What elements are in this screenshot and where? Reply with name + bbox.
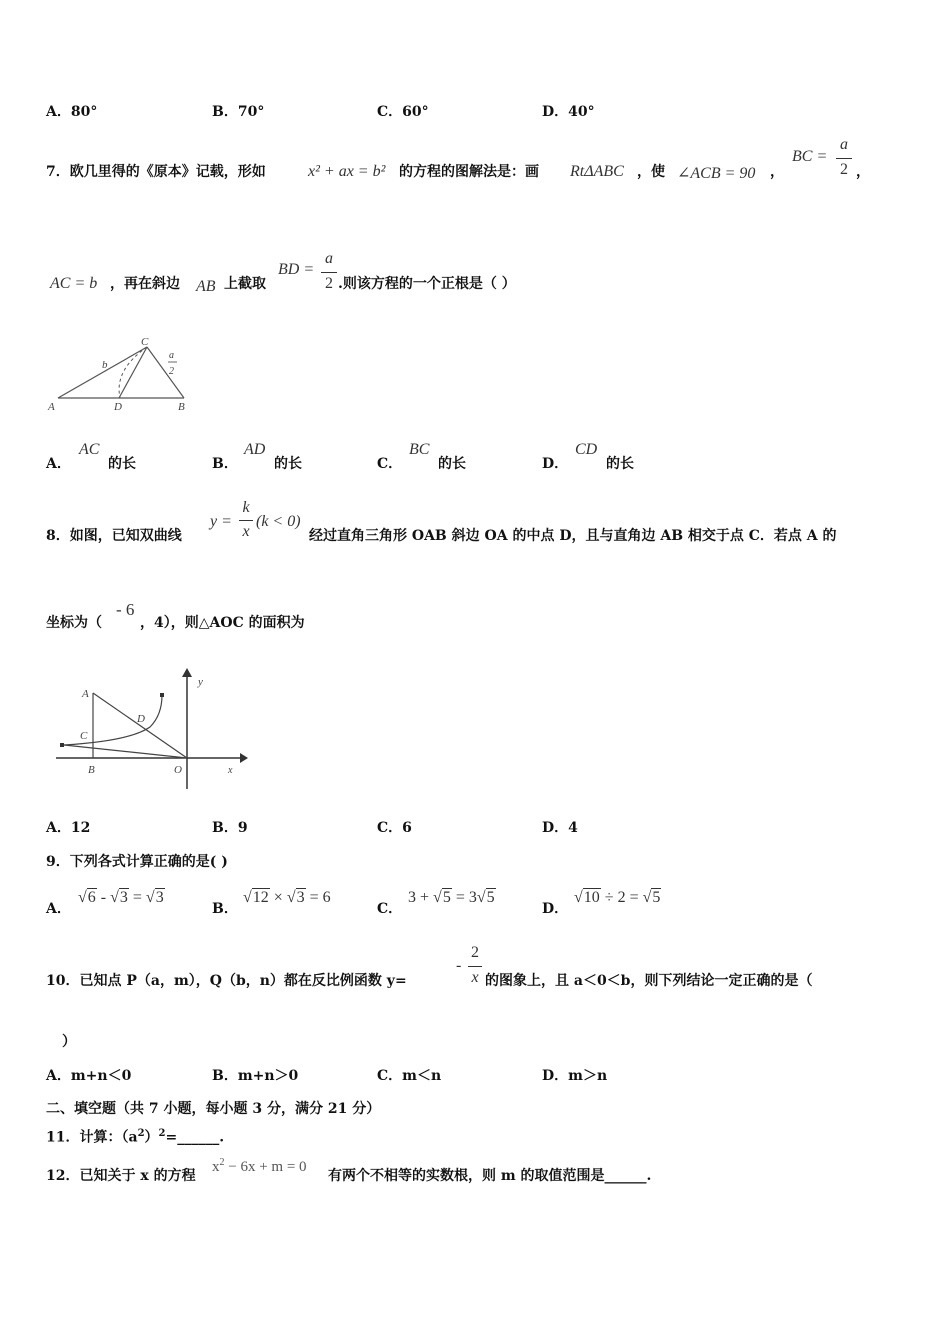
q7-option-d: D． — [542, 456, 569, 472]
q7-line2c: .则该方程的一个正根是（ ） — [338, 276, 516, 292]
q12-equation: $x^2 - 6x + m = 0$ — [212, 1157, 307, 1175]
q8-rest: 经过直角三角形 OAB 斜边 OA 的中点 D，且与直角边 AB 相交于点 C．若点 A 的 — [309, 528, 837, 544]
q6-option-c: C．60° — [377, 104, 429, 120]
q7-option-b-math: AD — [244, 441, 266, 458]
q10-close: ） — [62, 1034, 76, 1050]
q7-fig-label-c: C — [141, 336, 149, 348]
q12-lead: 12．已知关于 x 的方程 — [46, 1168, 196, 1184]
q7-option-a: A． — [46, 456, 71, 472]
q8-fig-label-b: B — [88, 764, 95, 776]
q7-option-a-tail: 的长 — [108, 456, 136, 472]
q7-fig-label-b: B — [178, 401, 185, 413]
q7-fig-label-b-side: b — [102, 359, 108, 371]
q10-lead: 10．已知点 P（a，m），Q（b，n）都在反比例函数 y= — [46, 973, 407, 989]
q8-hyperbola-figure — [50, 665, 250, 795]
q8-y: y = — [210, 513, 232, 530]
q8-fracbar — [239, 520, 253, 521]
q7-bd-num: a — [325, 250, 333, 267]
q7-option-a-math: AC — [79, 441, 100, 458]
q7-bc-num: a — [840, 136, 848, 153]
q7-option-c-tail: 的长 — [438, 456, 466, 472]
q10-fracbar — [468, 966, 482, 967]
q7-fig-label-two: 2 — [169, 366, 174, 377]
q9-option-d: D． — [542, 901, 569, 917]
q6-option-a: A．80° — [46, 104, 98, 120]
q8-option-d: D．4 — [542, 820, 578, 836]
q7-option-d-math: CD — [575, 441, 598, 458]
q9-title: 9．下列各式计算正确的是( ) — [46, 854, 228, 870]
q8-fig-label-d: D — [137, 713, 145, 725]
q7-bd-fracbar — [321, 272, 337, 273]
q10-tail: 的图象上，且 a＜0＜b，则下列结论一定正确的是（ — [485, 973, 813, 989]
q10-option-c: C．m＜n — [377, 1068, 442, 1084]
q8-fig-label-x: x — [228, 765, 233, 776]
q7-triangle-figure — [44, 330, 194, 420]
q7-fig-label-a: A — [48, 401, 55, 413]
q9-option-a-math: √6 - √3 = √3 — [78, 889, 164, 906]
q10-num: 2 — [471, 944, 479, 961]
q8-x: x — [242, 523, 250, 540]
q7-option-c-math: BC — [409, 441, 430, 458]
section-heading: 二、填空题（共 7 小题，每小题 3 分，满分 21 分） — [46, 1101, 381, 1117]
q10-minus: - — [456, 957, 462, 974]
q9-option-c: C． — [377, 901, 403, 917]
q9-option-d-math: √10 ÷ 2 = √5 — [574, 889, 661, 906]
q7-angle: ∠ACB = 90 — [677, 165, 756, 182]
q7-line2b: 上截取 — [224, 276, 266, 292]
q7-comma: ， — [770, 164, 784, 180]
q12-tail: 有两个不相等的实数根，则 m 的取值范围是______. — [328, 1168, 652, 1184]
q7-ac: AC = b — [50, 275, 98, 292]
q8-lead: 8．如图，已知双曲线 — [46, 528, 182, 544]
q7-tail-comma: ， — [856, 164, 870, 180]
q7-option-d-tail: 的长 — [606, 456, 634, 472]
q7-lead: 7．欧几里得的《原本》记载，形如 — [46, 164, 266, 180]
q7-bd-den: 2 — [325, 275, 333, 292]
q10-den: x — [471, 969, 479, 986]
q8-coord-tail: ，4），则△AOC 的面积为 — [140, 615, 305, 631]
q9-option-b-math: √12 × √3 = 6 — [243, 889, 331, 906]
q8-coord-val: - 6 — [116, 600, 135, 619]
q6-option-b: B．70° — [212, 104, 265, 120]
q8-option-a: A．12 — [46, 820, 91, 836]
q7-ab: AB — [196, 278, 216, 295]
q7-bc-fracbar — [836, 158, 852, 159]
q8-option-c: C．6 — [377, 820, 412, 836]
q8-fig-label-o: O — [174, 764, 182, 776]
q7-option-c: C． — [377, 456, 403, 472]
q8-option-b: B．9 — [212, 820, 248, 836]
q8-fig-label-c: C — [80, 730, 88, 742]
q7-shi: ，使 — [637, 164, 665, 180]
q9-option-a: A． — [46, 901, 71, 917]
q9-option-c-math: 3 + √5 = 3√5 — [408, 889, 495, 906]
q8-cond: (k < 0) — [256, 513, 301, 530]
q8-k: k — [242, 499, 250, 516]
q7-fig-label-a-side: a — [169, 350, 174, 361]
q7-option-b-tail: 的长 — [274, 456, 302, 472]
q11: 11．计算：$(a^2)^2=\_\_\_\_\_\_$. — [46, 1128, 225, 1146]
q8-coord-lead: 坐标为（ — [46, 615, 102, 631]
q7-equation: x² + ax = b² — [308, 163, 386, 180]
q9-option-b: B． — [212, 901, 238, 917]
q10-option-d: D．m＞n — [542, 1068, 608, 1084]
q7-mid: 的方程的图解法是：画 — [399, 164, 539, 180]
q7-fig-label-d: D — [114, 401, 122, 413]
q7-option-b: B． — [212, 456, 238, 472]
q7-rt: RtΔABC — [570, 163, 624, 180]
q6-option-d: D．40° — [542, 104, 595, 120]
q10-option-a: A．m+n＜0 — [46, 1068, 132, 1084]
q8-fig-label-a: A — [82, 688, 89, 700]
q7-bc-den: 2 — [840, 161, 848, 178]
q10-option-b: B．m+n＞0 — [212, 1068, 299, 1084]
q8-fig-label-y: y — [198, 676, 203, 688]
q7-line2a: ，再在斜边 — [110, 276, 180, 292]
q7-bc-lhs: BC = — [792, 148, 828, 165]
q7-bd-lhs: BD = — [278, 261, 315, 278]
